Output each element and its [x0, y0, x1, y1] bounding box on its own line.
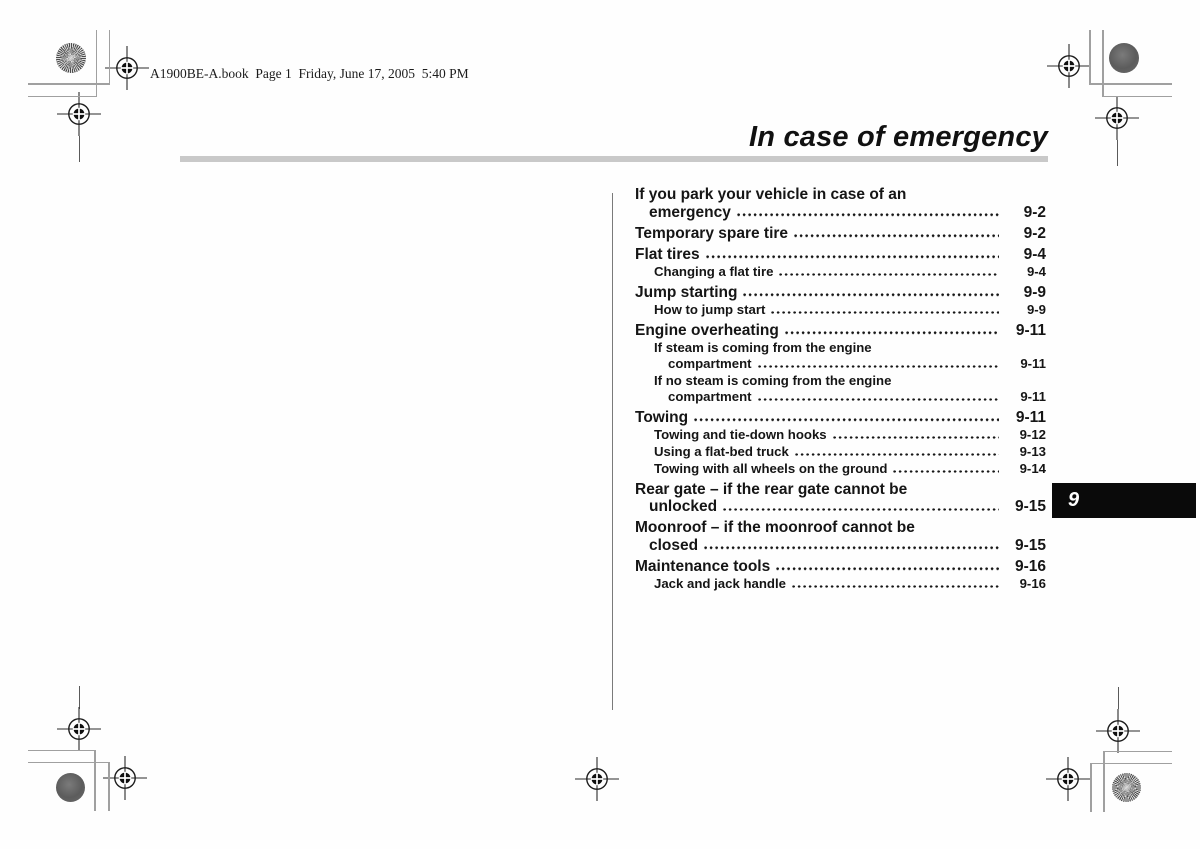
toc-entry-line [654, 302, 1046, 318]
toc-page-number: 9-2 [1023, 203, 1046, 221]
registration-tail-line [79, 686, 80, 709]
toc-entry-line [635, 246, 1046, 264]
toc-entry-line [654, 444, 1046, 460]
toc-entry-label: Temporary spare tire [635, 224, 789, 242]
toc-entry-label: Jack and jack handle [654, 576, 786, 591]
toc-page-number: 9-11 [1020, 389, 1046, 404]
toc-entry [635, 246, 1046, 264]
toc-entry-label: Flat tires [635, 245, 700, 263]
toc-entry-label: If steam is coming from the engine [654, 340, 872, 355]
toc-entry [635, 481, 1046, 516]
document-header-text: A1900BE-A.book Page 1 Friday, June 17, 2005 5:40 PM [150, 66, 469, 81]
toc-entry-label: Moonroof – if the moonroof cannot be [635, 519, 915, 536]
toc-entry [635, 558, 1046, 576]
toc-entry-line [654, 576, 1046, 592]
toc-entry [635, 340, 1046, 372]
toc-entry [635, 264, 1046, 280]
toc-entry-label: Towing [635, 408, 689, 426]
dot-leader [704, 546, 999, 549]
crop-line [96, 30, 98, 97]
crop-line [1103, 751, 1105, 812]
toc-entry-line [635, 498, 1046, 516]
toc-page-number: 9-4 [1026, 264, 1046, 279]
toc-entry [635, 225, 1046, 243]
toc-entry-label: closed [649, 536, 699, 554]
dot-leader [795, 453, 999, 456]
crop-line [28, 96, 97, 98]
toc-entry-line [635, 284, 1046, 302]
dot-registration-mark [56, 773, 85, 802]
toc-entry-line [654, 264, 1046, 280]
dot-leader [785, 331, 999, 334]
toc-entry-label: compartment [668, 389, 752, 404]
crop-line [28, 83, 110, 85]
crop-line [1102, 30, 1104, 97]
registration-tail-line [1117, 140, 1118, 166]
toc-page-number: 9-2 [1023, 224, 1046, 242]
registration-tail-line [1118, 687, 1119, 709]
toc-page-number: 9-9 [1026, 302, 1046, 317]
dot-leader [723, 508, 999, 511]
toc-page-number: 9-15 [1014, 536, 1046, 554]
toc-page-number: 9-14 [1019, 461, 1046, 476]
toc-entry [635, 284, 1046, 302]
dot-leader [794, 234, 999, 237]
toc-entry-line [635, 322, 1046, 340]
toc-page-number: 9-16 [1014, 557, 1046, 575]
sunburst-registration-mark [56, 43, 86, 73]
dot-leader [776, 567, 999, 570]
toc-entry [635, 409, 1046, 427]
dot-leader [771, 311, 999, 314]
toc-entry-line [654, 340, 1046, 356]
dot-leader [737, 213, 999, 216]
toc-page-number: 9-15 [1014, 498, 1046, 515]
toc-entry-line [635, 225, 1046, 243]
toc-entry-label: If no steam is coming from the engine [654, 373, 892, 388]
toc-entry-line [635, 204, 1046, 222]
crop-line [1090, 763, 1092, 812]
crop-line [94, 750, 96, 811]
toc-page-number: 9-11 [1015, 321, 1046, 339]
toc-entry [635, 461, 1046, 477]
dot-leader [758, 365, 999, 368]
toc-entry-label: Jump starting [635, 283, 738, 301]
dot-leader [779, 273, 999, 276]
toc-entry-label: unlocked [649, 498, 718, 515]
chapter-tab [1052, 483, 1196, 518]
column-divider-line [612, 193, 613, 710]
toc-entry-label: emergency [649, 203, 731, 221]
toc-entry-label: compartment [668, 356, 752, 371]
toc-entry-line [635, 481, 1046, 499]
toc-entry [635, 519, 1046, 554]
chapter-tab-number: 9 [1068, 489, 1080, 511]
crop-line [109, 30, 111, 84]
toc-entry [635, 427, 1046, 443]
dot-leader [833, 436, 999, 439]
toc-entry-line [654, 427, 1046, 443]
crop-line [1102, 96, 1172, 98]
crosshair-registration-mark [575, 757, 619, 801]
dot-leader [706, 255, 999, 258]
toc-entry-label: Changing a flat tire [654, 264, 774, 279]
toc-entry [635, 322, 1046, 340]
crop-line [108, 762, 110, 811]
toc-page-number: 9-9 [1023, 283, 1046, 301]
dot-leader [893, 470, 999, 473]
toc-page-number: 9-12 [1019, 427, 1046, 442]
toc-entry-line [654, 373, 1046, 389]
toc-entry-line [635, 558, 1046, 576]
toc-entry [635, 186, 1046, 221]
toc-entry-line [635, 519, 1046, 537]
crosshair-registration-mark [1047, 44, 1091, 88]
dot-leader [694, 418, 999, 421]
crop-line [28, 762, 109, 764]
toc-entry-label: Rear gate – if the rear gate cannot be [635, 480, 908, 498]
toc-entry-label: Using a flat-bed truck [654, 444, 789, 459]
crop-line [28, 750, 95, 752]
toc-entry-line [654, 356, 1046, 372]
toc-entry-line [635, 537, 1046, 555]
toc-list [635, 186, 1046, 592]
toc-entry-label: How to jump start [654, 302, 766, 317]
crosshair-registration-mark [1095, 96, 1139, 140]
dot-leader [758, 398, 999, 401]
crop-line [1103, 751, 1172, 753]
toc-entry [635, 444, 1046, 460]
toc-page-number: 9-11 [1015, 408, 1046, 426]
toc-entry-line [654, 389, 1046, 405]
crosshair-registration-mark [57, 92, 101, 136]
registration-tail-line [79, 136, 80, 162]
crosshair-registration-mark [103, 756, 147, 800]
toc-page-number: 9-16 [1019, 576, 1046, 591]
crop-line [1089, 30, 1091, 84]
toc-entry-label: If you park your vehicle in case of an [635, 186, 907, 203]
toc-entry-label: Maintenance tools [635, 557, 771, 575]
toc-entry [635, 373, 1046, 405]
crosshair-registration-mark [1096, 709, 1140, 753]
toc-entry [635, 302, 1046, 318]
toc-entry [635, 576, 1046, 592]
toc-entry-label: Engine overheating [635, 321, 779, 339]
sunburst-registration-mark [1112, 773, 1141, 802]
toc-entry-line [635, 186, 1046, 204]
toc-entry-line [635, 409, 1046, 427]
dot-leader [792, 585, 999, 588]
dot-registration-mark [1109, 43, 1139, 73]
toc-entry-label: Towing and tie-down hooks [654, 427, 827, 442]
toc-entry-line [654, 461, 1046, 477]
toc-entry-label: Towing with all wheels on the ground [654, 461, 888, 476]
crosshair-registration-mark [105, 46, 149, 90]
toc-page-number: 9-11 [1020, 356, 1046, 371]
crosshair-registration-mark [1046, 757, 1090, 801]
crosshair-registration-mark [57, 707, 101, 751]
toc-page-number: 9-4 [1023, 245, 1046, 263]
chapter-title: In case of emergency [749, 121, 1048, 153]
toc-page-number: 9-13 [1019, 444, 1046, 459]
title-underline-rule [180, 156, 1048, 162]
dot-leader [743, 293, 999, 296]
